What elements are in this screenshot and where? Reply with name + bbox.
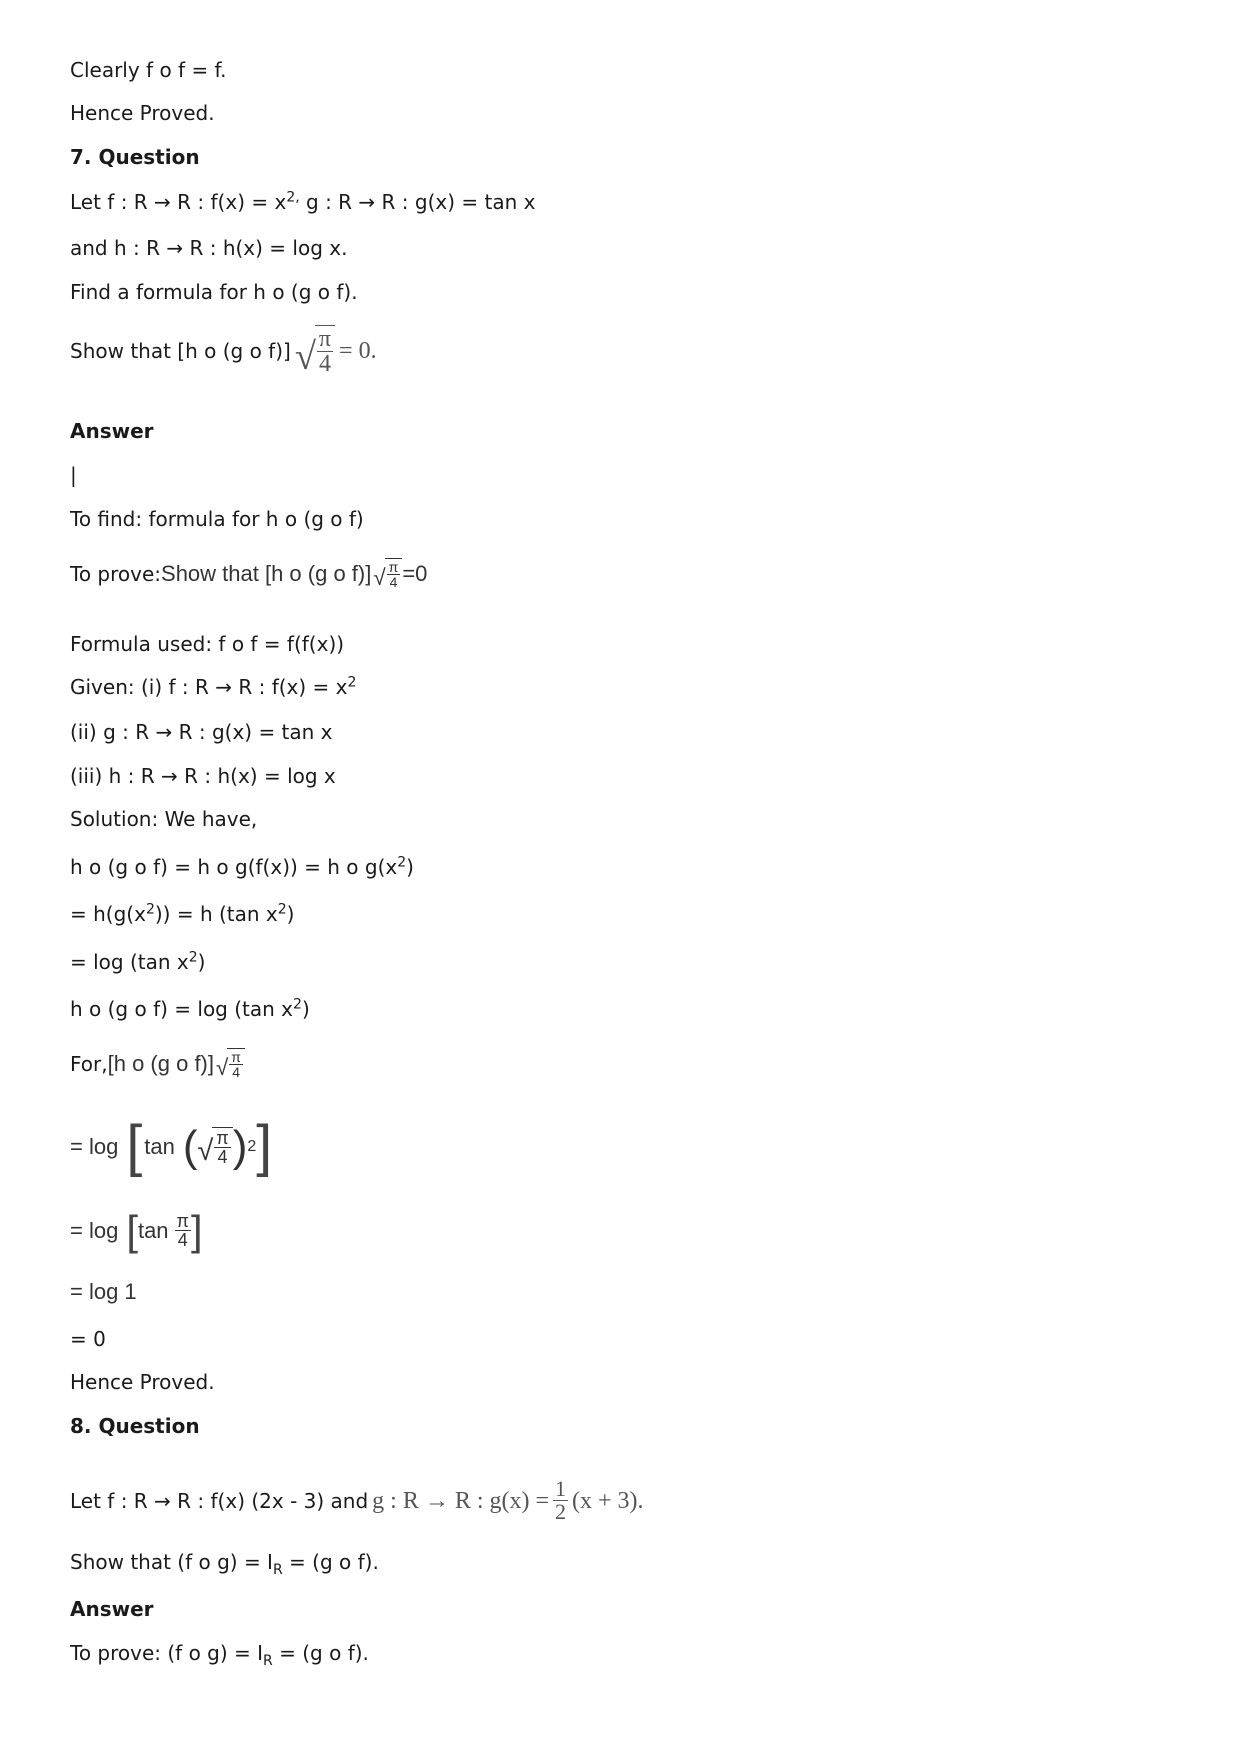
text-line: Given: (i) f : R → R : $f(x) = x^2$ <box>70 674 357 699</box>
answer-heading: Answer <box>70 419 154 443</box>
text-line: = 0 <box>70 1327 106 1351</box>
text-line: To prove: Show that [h o (g o f)] √ $\frac{\pi}{4}$ =0 <box>70 559 428 590</box>
text-line: and h : R → R : h(x) = log x. <box>70 236 348 260</box>
text-line: Let f : R → R : f(x) (2x - 3) and g : R → R : g(x) = $\frac{1}{2}$ (x + 3). <box>70 1476 644 1524</box>
math-expression: = log [ tan ( √ $\frac{\pi}{4}$ ) 2 ] <box>70 1114 273 1178</box>
question-heading: 8. Question <box>70 1414 200 1438</box>
text-line: (iii) h : R → R : h(x) = log x <box>70 764 336 788</box>
text-line: Let f : R → R : $f(x) = x^{2,}$ g : R → R : g(x) = tan x <box>70 189 536 214</box>
text-line: Hence Proved. <box>70 1370 215 1394</box>
text-line: Show that (f o $g) = I_R = (g$ o f). <box>70 1550 379 1578</box>
text-line: Find a formula for h o (g o f). <box>70 280 358 304</box>
text-line: Formula used: f o f = f(f(x)) <box>70 632 345 656</box>
text-line: h o (g o f) = log (tan $x^2$) <box>70 996 310 1021</box>
math-expression: = log [ tan $\frac{\pi}{4}$ ] <box>70 1207 203 1254</box>
math-expression: = log 1 <box>70 1279 137 1304</box>
text-line: h o (g o f) = h o g(f(x)) = h o $g(x^2)$ <box>70 854 414 879</box>
question-heading: 7. Question <box>70 145 200 169</box>
math-expression: g : R → R : g(x) = $\frac{1}{2}$ (x + 3). <box>372 1476 644 1524</box>
text-line: Clearly f o f = f. <box>70 58 227 82</box>
math-expression: Show that [h o (g o f)] √ $\frac{\pi}{4}$ =0 <box>161 559 428 590</box>
text-cursor: | <box>70 463 77 487</box>
text-line: For, [h o (g o f)] √ $\frac{\pi}{4}$ <box>70 1048 245 1079</box>
text-line: = $h(g(x^2)) = h$ (tan $x^2$) <box>70 901 295 926</box>
math-expression: [h o (g o f)] √ $\frac{\pi}{4}$ <box>108 1048 245 1079</box>
text-line: = log (tan $x^2$) <box>70 949 206 974</box>
text-line: (ii) g : R → R : g(x) = tan x <box>70 720 333 744</box>
text-line: To prove: (f o $g) = I_R = (g$ o f). <box>70 1641 369 1669</box>
text-line: Show that [h o (g o f)] √ $\frac{\pi}{4}$ = 0. <box>70 326 377 378</box>
answer-heading: Answer <box>70 1597 154 1621</box>
text-line: Solution: We have, <box>70 807 258 831</box>
text-line: To find: formula for h o (g o f) <box>70 507 364 531</box>
text-line: Hence Proved. <box>70 101 215 125</box>
math-expression: √ $\frac{\pi}{4}$ = 0. <box>294 326 377 378</box>
